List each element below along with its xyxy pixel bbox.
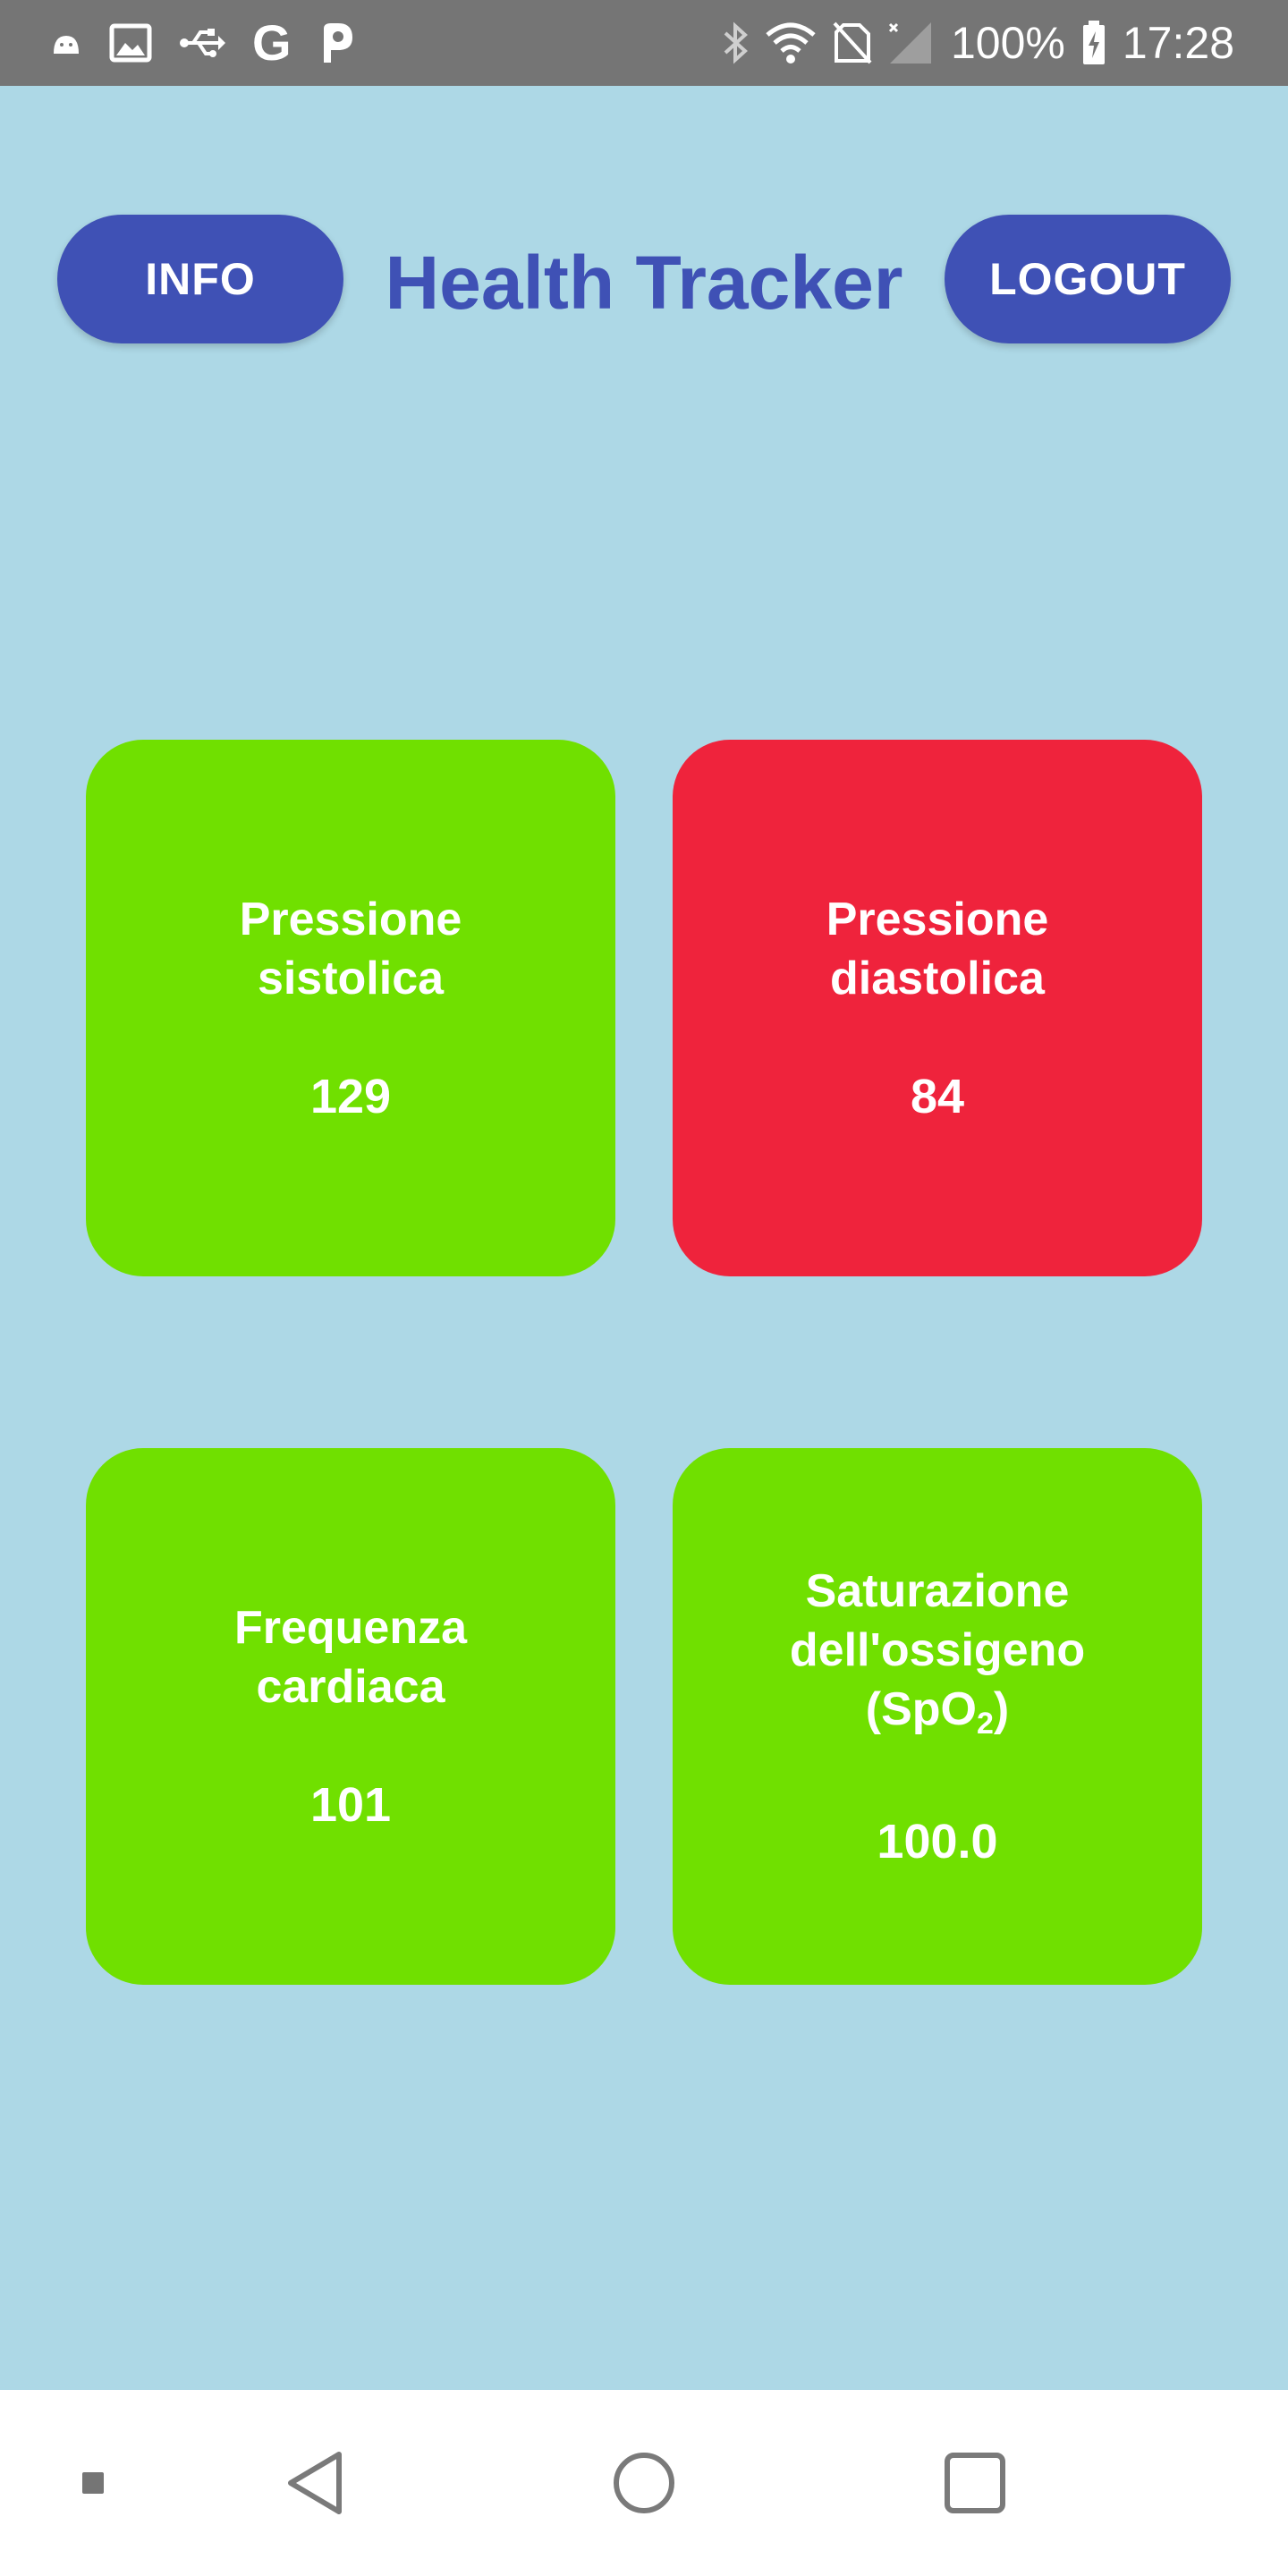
home-icon[interactable]: [599, 2390, 689, 2576]
p-app-icon: [318, 21, 354, 64]
battery-charging-icon: [1081, 21, 1106, 65]
diastolic-pressure-value: 84: [910, 1070, 965, 1123]
tile-label-line: Frequenza: [233, 1602, 468, 1654]
tile-label: [790, 1562, 1085, 1753]
status-bar: [0, 0, 1288, 86]
no-sim-icon: [833, 21, 872, 64]
spo2-suffix: ): [993, 1683, 1010, 1735]
tile-label-line: Saturazione: [805, 1565, 1070, 1617]
tile-label-line: cardiaca: [256, 1661, 445, 1713]
recents-icon[interactable]: [930, 2390, 1020, 2576]
usb-icon: [179, 25, 225, 61]
tile-label: [826, 890, 1049, 1008]
navigation-bar: [0, 2390, 1288, 2576]
systolic-pressure-card[interactable]: [86, 740, 615, 1276]
back-icon[interactable]: [268, 2390, 361, 2576]
spo2-subscript: 2: [976, 1707, 994, 1741]
google-icon: G: [252, 14, 292, 71]
wifi-icon: [765, 22, 817, 64]
tile-label-line: Pressione: [826, 894, 1049, 945]
status-bar-right: [722, 0, 1234, 86]
tile-label: [234, 1598, 467, 1716]
tile-label-line: Pressione: [239, 894, 462, 945]
bluetooth-icon: [722, 21, 749, 65]
gallery-icon: [109, 23, 152, 63]
tile-label: [240, 890, 462, 1008]
status-time: 17:28: [1122, 18, 1234, 68]
tile-label-line: [790, 1680, 1085, 1753]
tile-label-line: dell'ossigeno: [789, 1624, 1086, 1676]
android-debug-icon: [50, 30, 82, 55]
tile-label-line: diastolica: [830, 953, 1045, 1004]
logout-button[interactable]: LOGOUT: [945, 215, 1231, 343]
diastolic-pressure-card[interactable]: [673, 740, 1202, 1276]
spo2-prefix: (SpO: [865, 1683, 977, 1735]
status-bar-left: [50, 0, 354, 86]
info-button[interactable]: INFO: [57, 215, 343, 343]
heart-rate-card[interactable]: [86, 1448, 615, 1985]
systolic-pressure-value: 129: [309, 1070, 392, 1123]
tile-label-line: sistolica: [257, 953, 445, 1004]
oxygen-saturation-card[interactable]: [673, 1448, 1202, 1985]
page-title: Health Tracker: [385, 240, 903, 325]
oxygen-saturation-value: 100.0: [877, 1815, 998, 1868]
signal-icon: [888, 21, 935, 65]
square-dot-icon[interactable]: [54, 2390, 132, 2576]
heart-rate-value: 101: [309, 1778, 392, 1832]
battery-percent: 100%: [950, 18, 1065, 68]
